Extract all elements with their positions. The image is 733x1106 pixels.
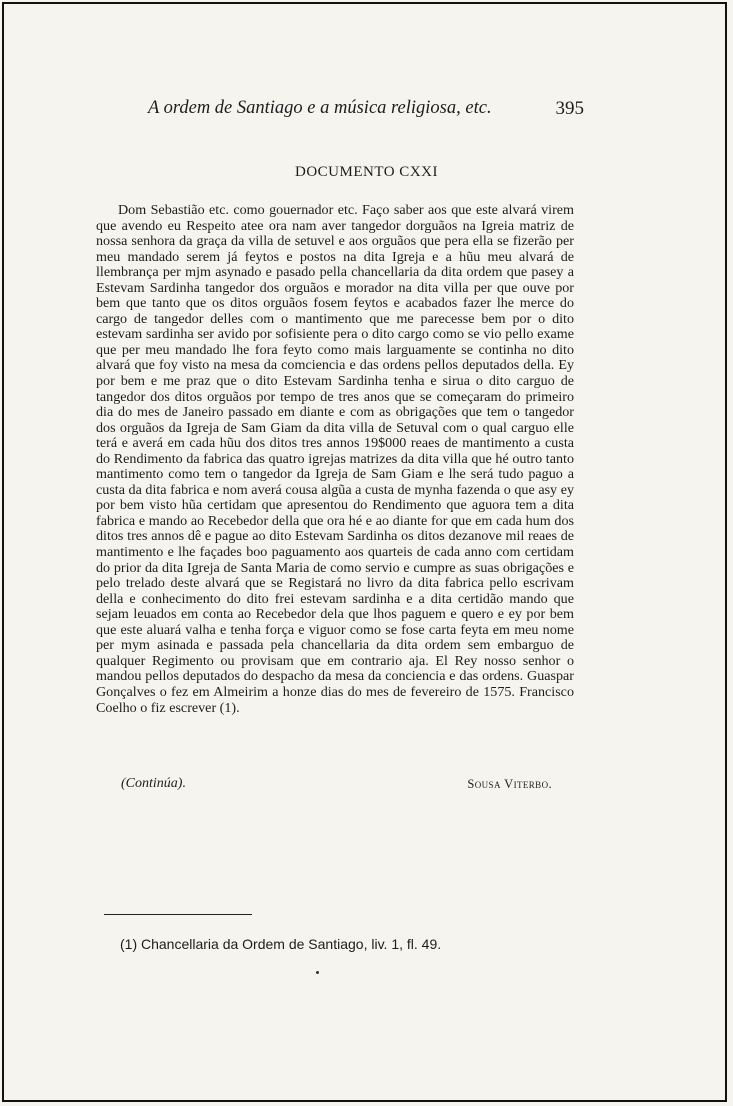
page-number: 395 [555,98,584,119]
header-title: A ordem de Santiago e a música religiosa, etc. [148,98,492,118]
footnote-rule [104,914,252,915]
continua-note: (Continúa). [121,776,186,791]
document-heading: DOCUMENTO CXXI [295,164,438,180]
ink-speck [316,971,319,974]
footnote: (1) Chancellaria da Ordem de Santiago, liv. 1, fl. 49. [120,936,442,952]
author-signature: Sousa Viterbo. [467,777,552,791]
running-header [148,98,584,119]
document-body: Dom Sebastião etc. como gouernador etc. Faço saber aos que este alvará virem que avendo eu Respeito atee ora nam aver tangedor dorguãos na Igreia matriz de nossa senhora da graça da villa de setuvel e aos orguãos que pera ella se fizerão per meu mandado serem já feytos e postos na dita Igreja e a hũu meu alvará de llembrança per mjm asynado e pasado pella chancellaria da dita ordem que pasey a Estevam Sardinha tangedor dos orguãos e morador na dita villa per que ouve por bem que tanto que os ditos orguãos fosem feytos e acabados fazer lhe merce do cargo de tangedor delles com o mantimento que me parecesse bem por o dito estevam sardinha ser avido por sofisiente pera o dito cargo como se vio pello exame que per meu mandado lhe fora feyto como mais larguamente se continha no dito alvará que foy visto na mesa da comciencia e das ordens pellos deputados della. Ey por bem e me praz que o dito Estevam Sardinha tenha e sirua o dito carguo de tangedor dos ditos orguãos por tempo de tres anos que se começaram do primeiro dia do mes de Janeiro passado em diante e com as obrigações que tem o tangedor dos orguãos da Igreja de Sam Giam da dita villa de Setuval com o qual carguo elle terá e averá em cada hũu dos ditos tres annos 19$000 reaes de mantimento a custa do Rendimento da fabrica das quatro igrejas matrizes da dita villa que hé outro tanto mantimento como tem o tangedor da Igreja de Sam Giam e lhe será tudo paguo a custa da dita fabrica e nom averá cousa algũa a custa de mynha fazenda o que asy ey por bem visto hũa certidam que apresentou do Rendimento que aguora tem a dita fabrica e mando ao Recebedor della que ora hé e ao diante for que em cada hum dos ditos tres annos dê e pague ao dito Estevam Sardinha os ditos dezanove mil reaes de mantimento e lhe façades boo paguamento aos quarteis de cada anno com certidam do prior da dita Igreja de Santa Maria de como servio e cumpre as suas obrigações e pelo trelado deste alvará que se Registará no livro da dita fabrica pello escrivam della e conhecimento do dito frei estevam sardinha e a dita certidão mando que sejam leuados em conta ao Recebedor dela que lhos paguem e quero e ey por bem que este aluará valha e tenha força e viguor como se fose carta feyta em meu nome per mym asinada e passada pela chancellaria da dita ordem sem embarguo de qualquer Regimento ou provisam que em contrario aja. El Rey nosso senhor o mandou pellos deputados do despacho da mesa da conciencia e das ordens. Guaspar Gonçalves o fez em Almeirim a honze dias do mes de fevereiro de 1575. Francisco Coelho o fiz escrever (1). [96,202,574,716]
